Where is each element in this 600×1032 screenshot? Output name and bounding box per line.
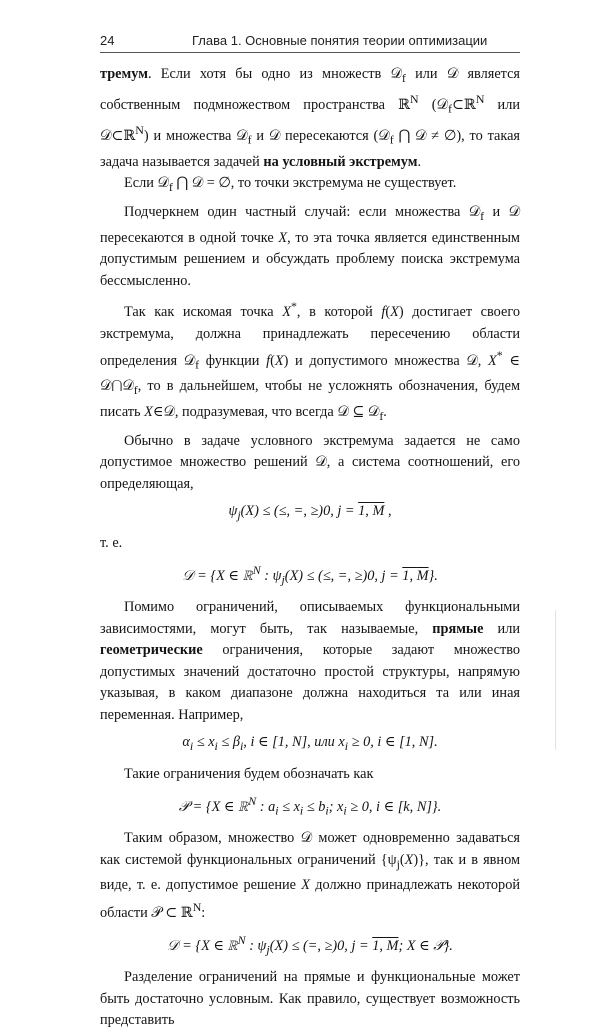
formula: 𝒟 = {X ∈ ℝ$^N$ : $\psi_j(X)$ ≤ (=, ≥)0, j = 1, M; X ∈ 𝒫}.	[167, 933, 453, 957]
paragraph: Если 𝒟$_f$ ⋂ 𝒟 = ∅, то точки экстремума не существует.	[124, 175, 457, 194]
paragraph: тремум. Если хотя бы одно из множеств 𝒟$_f$ или 𝒟 является собственным подмножеством пространства ℝ$^N$ (𝒟$_f$⊂ℝ$^N$ или 𝒟⊂ℝ$^N$) и множества 𝒟$_f$ и 𝒟 пересекаются (𝒟$_f$ ⋂ 𝒟 ≠ ∅), то такая задача называется задачей на условный экстремум.	[100, 66, 521, 170]
paragraph: Такие ограничения будем обозначать как	[124, 765, 374, 782]
running-header	[100, 33, 520, 51]
paragraph: Таким образом, множество 𝒟 может одновременно задаваться как системой функциональных ограничений $\{\psi_j(X)\}$, так и в явном виде, т. е. допустимое решение X должно принадлежать некоторой области 𝒫 ⊂ ℝ$^N$:	[100, 830, 521, 921]
page-body	[100, 64, 520, 1032]
page-number: 24	[100, 33, 115, 48]
te-label: т. е.	[100, 534, 123, 551]
paragraph: Разделение ограничений на прямые и функциональные может быть достаточно условным. Как правило, существует возможность представить	[100, 969, 520, 1029]
page-edge-line	[555, 610, 556, 750]
paragraph: Обычно в задаче условного экстремума задается не само допустимое множество решений 𝒟, а система соотношений, его определяющая,	[100, 432, 520, 492]
formula: $\psi_j(X)$ ≤ (≤, =, ≥)0, j = 1, M ,	[228, 503, 392, 523]
formula: 𝒟 = {X ∈ ℝ$^N$ : $\psi_j(X)$ ≤ (≤, =, ≥)0, j = 1, M}.	[182, 563, 438, 587]
formula: $\alpha_i \le x_i \le \beta_i$, i ∈ [1, N], или $x_i \ge 0$, i ∈ [1, N].	[182, 734, 438, 754]
paragraph: Помимо ограничений, описываемых функциональными зависимостями, могут быть, так называемые, прямые или геометрические ограничения, которые задают множество допустимых значений достаточно простой структуры, напрямую указывая, в каком диапазоне должна находиться та или иная переменная. Например,	[100, 599, 520, 723]
header-rule	[100, 52, 520, 53]
chapter-title: Глава 1. Основные понятия теории оптимизации	[192, 33, 488, 48]
paragraph: Подчеркнем один частный случай: если множества 𝒟$_f$ и 𝒟 пересекаются в одной точке X, то эта точка является единственным допустимым решением и обсуждать проблему поиска экстремума бессмысленно.	[100, 204, 520, 289]
formula: 𝒫 = {X ∈ ℝ$^N$ : $a_i \le x_i \le b_i$; $x_i \ge 0$, i ∈ [k, N]}.	[178, 794, 442, 818]
paragraph: Так как искомая точка X*, в которой f(X) достигает своего экстремума, должна принадлежать пересечению области определения 𝒟$_f$ функции f(X) и допустимого множества 𝒟, X* ∈ 𝒟⋂𝒟$_f$, то в дальнейшем, чтобы не усложнять обозначения, будем писать X∈𝒟, подразумевая, что всегда 𝒟 ⊆ 𝒟$_f$.	[100, 299, 521, 423]
